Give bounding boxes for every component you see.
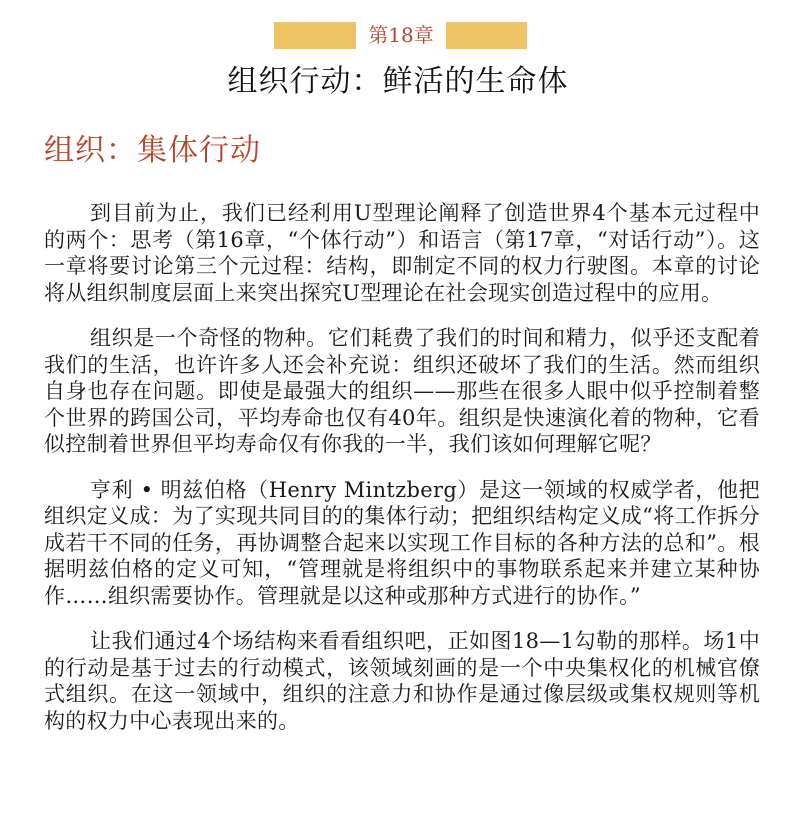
paragraph-3: 亨利 • 明兹伯格（Henry Mintzberg）是这一领域的权威学者，他把组织定义成：为了实现共同目的的集体行动；把组织结构定义成“将工作拆分成若干不同的任务，再协调整合起来以实现工作目标的各种方法的总和”。根据明兹伯格的定义可知，“管理就是将组织中的事物联系起来并建立某种协作……组织需要协作。管理就是以这种或那种方式进行的协作。” <box>44 477 760 608</box>
chapter-bar-left <box>274 22 356 49</box>
chapter-title: 组织行动：鲜活的生命体 <box>227 64 569 99</box>
chapter-number-label: 第18章 <box>368 23 434 47</box>
body-text <box>44 200 760 753</box>
section-heading: 组织：集体行动 <box>44 133 261 168</box>
paragraph-1: 到目前为止，我们已经利用U型理论阐释了创造世界4个基本元过程中的两个：思考（第16章，“个体行动”）和语言（第17章，“对话行动”）。这一章将要讨论第三个元过程：结构，即制定不同的权力行驶图。本章的讨论将从组织制度层面上来突出探究U型理论在社会现实创造过程中的应用。 <box>44 201 760 305</box>
paragraph-2: 组织是一个奇怪的物种。它们耗费了我们的时间和精力，似乎还支配着我们的生活，也许许多人还会补充说：组织还破坏了我们的生活。然而组织自身也存在问题。即使是最强大的组织——那些在很多人眼中似乎控制着整个世界的跨国公司，平均寿命也仅有40年。组织是快速演化着的物种，它看似控制着世界但平均寿命仅有你我的一半，我们该如何理解它呢？ <box>44 326 760 456</box>
chapter-banner <box>0 22 796 49</box>
chapter-bar-right <box>446 22 527 49</box>
paragraph-4: 让我们通过4个场结构来看看组织吧，正如图18—1勾勒的那样。场1中的行动是基于过去的行动模式，该领域刻画的是一个中央集权化的机械官僚式组织。在这一领域中，组织的注意力和协作是通过像层级或集权规则等机构的权力中心表现出来的。 <box>44 629 760 733</box>
